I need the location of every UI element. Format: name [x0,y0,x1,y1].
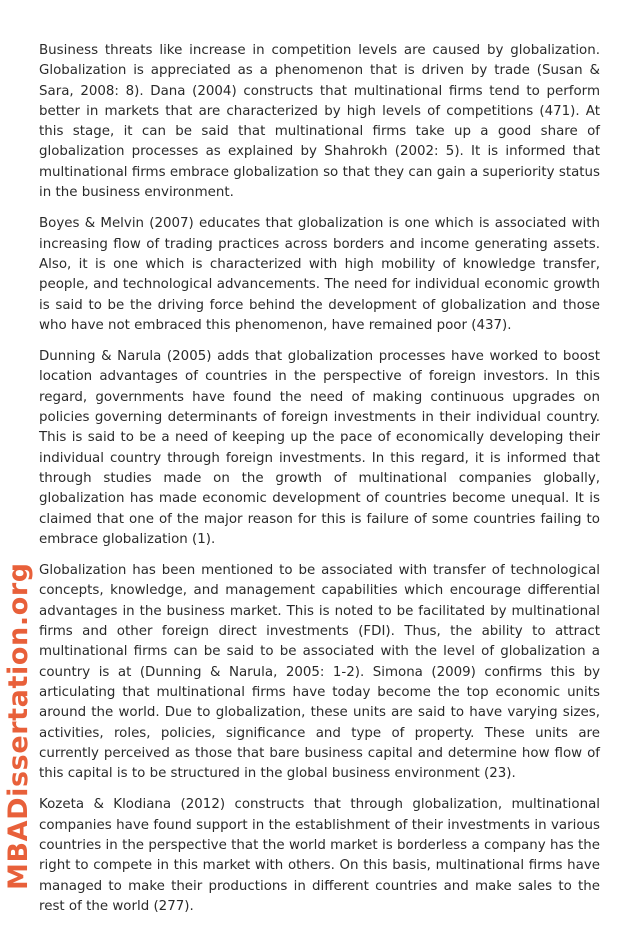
body-text [39,41,600,928]
paragraph-3: Dunning & Narula (2005) adds that globalization processes have worked to boost location advantages of countries in the perspective of foreign investors. In this regard, governments have found the need of making continuous upgrades on policies governing determinants of foreign investments in their individual country. This is said to be a need of keeping up the pace of economically developing their individual country through foreign investments. In this regard, it is informed that through studies made on the growth of multinational companies globally, globalization has made economic development of countries become unequal. It is claimed that one of the major reason for this is failure of some countries failing to embrace globalization (1). [39,349,600,547]
watermark-logo-text: MBADissertation.org [3,562,34,890]
paragraph-5: Kozeta & Klodiana (2012) constructs that through globalization, multinational companies have found support in the establishment of their investments in various countries in the perspective that the world market is borderless a company has the right to compete in this market with others. On this basis, multinational firms have managed to make their productions in different countries and make sales to the rest of the world (277). [39,797,600,914]
paragraph-2: Boyes & Melvin (2007) educates that globalization is one which is associated with increasing flow of trading practices across borders and income generating assets. Also, it is one which is characterized with high mobility of knowledge transfer, people, and technological advancements. The need for individual economic growth is said to be the driving force behind the development of globalization and those who have not embraced this phenomenon, have remained poor (437). [39,216,600,333]
paragraph-4: Globalization has been mentioned to be associated with transfer of technological concepts, knowledge, and management capabilities which encourage differential advantages in the business market. This is noted to be facilitated by multinational firms and other foreign direct investments (FDI). Thus, the ability to attract multinational firms can be said to be associated with the level of globalization a country is at (Dunning & Narula, 2005: 1-2). Simona (2009) confirms this by articulating that multinational firms have today become the top economic units around the world. Due to globalization, these units are said to have varying sizes, activities, roles, policies, significance and type of property. These units are currently perceived as those that bare business capital and determine how flow of this capital is to be structured in the global business environment (23). [39,563,600,782]
paragraph-1: Business threats like increase in competition levels are caused by globalization. Globalization is appreciated as a phenomenon that is driven by trade (Susan & Sara, 2008: 8). Dana (2004) constructs that multinational firms tend to perform better in markets that are characterized by high levels of competitions (471). At this stage, it can be said that multinational firms take up a good share of globalization processes as explained by Shahrokh (2002: 5). It is informed that multinational firms embrace globalization so that they can gain a superiority status in the business environment. [39,43,600,201]
